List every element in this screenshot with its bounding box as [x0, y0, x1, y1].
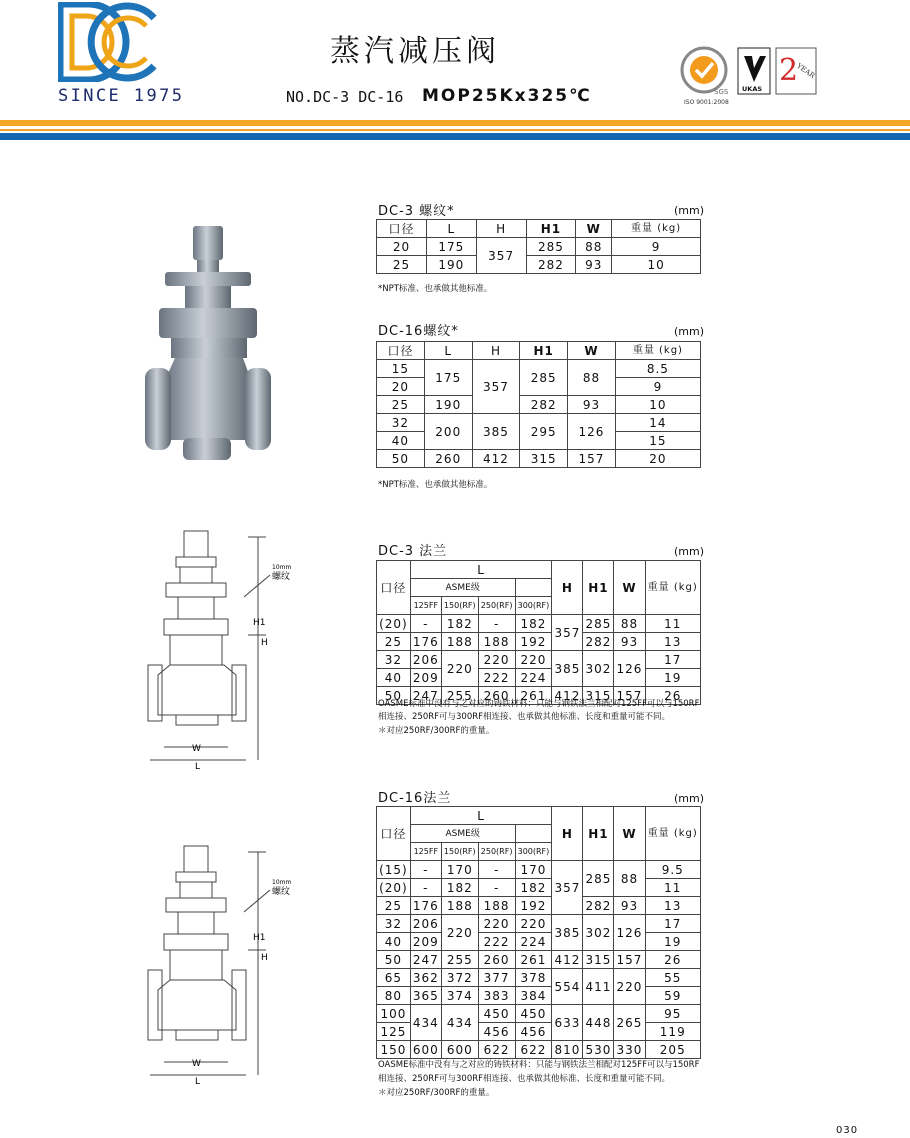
cell: 93 [568, 396, 616, 414]
drawing-l-label: L [195, 762, 201, 770]
cell: 50 [377, 687, 411, 705]
table-note: *NPT标准、也承做其他标准。 [378, 480, 493, 490]
cell: 384 [515, 987, 552, 1005]
cell: 374 [441, 987, 478, 1005]
cell: 315 [520, 450, 568, 468]
cell: 456 [515, 1023, 552, 1041]
col-header: 重量 (kg) [615, 342, 700, 360]
spec-table-dc3-thread [376, 219, 701, 274]
col-header: W [576, 220, 612, 238]
cell: 10 [612, 256, 701, 274]
cell: 260 [478, 951, 515, 969]
cell: 17 [645, 651, 700, 669]
cell: 261 [515, 951, 552, 969]
drawing-thread-label: 螺纹 [272, 887, 291, 897]
cell: 17 [645, 915, 700, 933]
cell: 302 [583, 915, 614, 951]
model-number: NO.DC-3 DC-16 [286, 88, 404, 106]
cell: 450 [478, 1005, 515, 1023]
cell: 25 [377, 897, 411, 915]
cell: 11 [645, 615, 700, 633]
cell: 260 [424, 450, 472, 468]
col-header: 重量 (kg) [612, 220, 701, 238]
cell: 255 [441, 951, 478, 969]
cell: 357 [472, 360, 520, 414]
col-header: H [552, 561, 583, 615]
cell: 190 [424, 396, 472, 414]
table-note: OASME标准中没有与之对应的铸铁材料：只能与钢铁法兰相配对125FF可以与150RF [378, 1060, 700, 1070]
cell: 170 [441, 861, 478, 879]
cell: - [410, 879, 441, 897]
col-header: 250(RF) [478, 597, 515, 615]
cell: 315 [583, 687, 614, 705]
cell: 125 [377, 1023, 411, 1041]
dc16-flange-drawing [140, 840, 320, 1085]
cell: 282 [583, 633, 614, 651]
drawing-10mm: 10mm [272, 879, 292, 886]
cell: 554 [552, 969, 583, 1005]
cell: 80 [377, 987, 411, 1005]
cell: 247 [410, 687, 441, 705]
cell: 220 [614, 969, 645, 1005]
cell: 265 [614, 1005, 645, 1041]
cell: 182 [515, 615, 552, 633]
cell: 412 [552, 951, 583, 969]
cell: 330 [614, 1041, 645, 1059]
cell: 357 [552, 615, 583, 651]
cell: 188 [478, 897, 515, 915]
cell: 282 [583, 897, 614, 915]
cell: 220 [441, 651, 478, 687]
col-header: H1 [583, 807, 614, 861]
col-header: 重量 (kg) [645, 561, 700, 615]
drawing-h1-label: H1 [253, 618, 266, 628]
cell: 282 [526, 256, 576, 274]
mop-rating: MOP25Kx325℃ [422, 86, 592, 106]
certification-logos [680, 44, 830, 106]
cell: 15 [377, 360, 425, 378]
cell: 10 [615, 396, 700, 414]
cell: 9 [615, 378, 700, 396]
cell: 9 [612, 238, 701, 256]
since-label: SINCE 1975 [58, 86, 185, 106]
cell: 285 [583, 615, 614, 633]
cell: 383 [478, 987, 515, 1005]
cell: 32 [377, 651, 411, 669]
table-note: 相连接、250RF可与300RF相连接、也承做其他标准、长度和重量可能不同。 [378, 712, 671, 722]
cell: 224 [515, 933, 552, 951]
warranty-number: 2 [779, 53, 799, 88]
cell: 385 [472, 414, 520, 450]
cell: 119 [645, 1023, 700, 1041]
cell: 157 [568, 450, 616, 468]
cell: 285 [526, 238, 576, 256]
drawing-h-label: H [261, 953, 268, 963]
cell: 176 [410, 897, 441, 915]
cell: 220 [515, 915, 552, 933]
cell: 192 [515, 897, 552, 915]
cell: 175 [424, 360, 472, 396]
cell: 50 [377, 450, 425, 468]
cell: - [478, 879, 515, 897]
cell: 11 [645, 879, 700, 897]
cell: 40 [377, 669, 411, 687]
cell: 157 [614, 951, 645, 969]
cell: 285 [520, 360, 568, 396]
cell: 32 [377, 915, 411, 933]
cell: (15) [377, 861, 411, 879]
col-header: H [552, 807, 583, 861]
cell: 26 [645, 687, 700, 705]
cell: 385 [552, 651, 583, 687]
unit-label: (mm) [674, 325, 705, 338]
drawing-w-label: W [192, 1059, 201, 1069]
col-header: 口径 [377, 807, 411, 861]
cell: 209 [410, 669, 441, 687]
cell: 170 [515, 861, 552, 879]
cell: 188 [441, 897, 478, 915]
cell: 126 [568, 414, 616, 450]
cell: - [410, 861, 441, 879]
drawing-h1-label: H1 [253, 933, 266, 943]
cell: 150 [377, 1041, 411, 1059]
col-header: 150(RF) [441, 843, 478, 861]
cell: 255 [441, 687, 478, 705]
col-header: 口径 [377, 342, 425, 360]
cell: 13 [645, 633, 700, 651]
col-header: L [410, 561, 552, 579]
drawing-10mm: 10mm [272, 564, 292, 571]
cell: 25 [377, 396, 425, 414]
cell: 200 [424, 414, 472, 450]
section-title: DC-3 法兰 [378, 544, 448, 559]
cell: 209 [410, 933, 441, 951]
warranty-word: YEAR [795, 61, 817, 80]
drawing-thread-label: 螺纹 [272, 572, 291, 582]
col-header: L [426, 220, 476, 238]
cell: 55 [645, 969, 700, 987]
header-divider-stripes [0, 120, 910, 142]
spec-table-dc3-flange [376, 560, 701, 705]
cell: 25 [377, 256, 427, 274]
cell: 20 [615, 450, 700, 468]
cell: 14 [615, 414, 700, 432]
cell: 176 [410, 633, 441, 651]
col-header: 125FF [410, 843, 441, 861]
cell: 205 [645, 1041, 700, 1059]
cell: 182 [515, 879, 552, 897]
drawing-l-label: L [195, 1077, 201, 1085]
cell: 315 [583, 951, 614, 969]
cell: 357 [476, 238, 526, 274]
valve-photo [135, 220, 280, 470]
ukas-text: UKAS [742, 85, 763, 93]
cell: 100 [377, 1005, 411, 1023]
col-header: W [614, 807, 645, 861]
cell: 450 [515, 1005, 552, 1023]
cell: 282 [520, 396, 568, 414]
page-title: 蒸汽减压阀 [330, 34, 500, 69]
cell: 95 [645, 1005, 700, 1023]
col-header: 300(RF) [515, 597, 552, 615]
cell: 220 [478, 915, 515, 933]
cell: 93 [614, 897, 645, 915]
section-title: DC-16法兰 [378, 791, 452, 806]
table-note: ＊对应250RF/300RF的重量。 [378, 726, 495, 736]
cell: 633 [552, 1005, 583, 1041]
col-header: 125FF [410, 597, 441, 615]
cell: 157 [614, 687, 645, 705]
col-header: H1 [520, 342, 568, 360]
cell: 190 [426, 256, 476, 274]
cell: 260 [478, 687, 515, 705]
unit-label: (mm) [674, 545, 705, 558]
table-note: ＊对应250RF/300RF的重量。 [378, 1088, 495, 1098]
col-header: W [614, 561, 645, 615]
cell: 88 [568, 360, 616, 396]
col-header: H1 [583, 561, 614, 615]
cell: 261 [515, 687, 552, 705]
col-header: 250(RF) [478, 843, 515, 861]
cell: 206 [410, 651, 441, 669]
cell: 622 [515, 1041, 552, 1059]
col-header: 150(RF) [441, 597, 478, 615]
cell: 19 [645, 669, 700, 687]
cell: 224 [515, 669, 552, 687]
cell: 88 [614, 615, 645, 633]
cell: 192 [515, 633, 552, 651]
cell: 357 [552, 861, 583, 915]
cell: 206 [410, 915, 441, 933]
dc3-flange-drawing [140, 525, 320, 770]
cell: 412 [472, 450, 520, 468]
col-header: H [476, 220, 526, 238]
cell: 32 [377, 414, 425, 432]
col-header: 口径 [377, 561, 411, 615]
unit-label: (mm) [674, 204, 705, 217]
section-title: DC-16螺纹* [378, 324, 459, 339]
cell: 372 [441, 969, 478, 987]
section-title: DC-3 螺纹* [378, 204, 455, 219]
cell: 88 [614, 861, 645, 897]
cell: - [410, 615, 441, 633]
table-note: 相连接、250RF可与300RF相连接、也承做其他标准、长度和重量可能不同。 [378, 1074, 671, 1084]
col-header: 重量 (kg) [645, 807, 700, 861]
cell: 126 [614, 651, 645, 687]
cell: 411 [583, 969, 614, 1005]
cell: 385 [552, 915, 583, 951]
cell: 412 [552, 687, 583, 705]
cell: (20) [377, 879, 411, 897]
cell: 456 [478, 1023, 515, 1041]
cell: 530 [583, 1041, 614, 1059]
spec-table-dc16-thread [376, 341, 701, 468]
cell: 15 [615, 432, 700, 450]
unit-label: (mm) [674, 792, 705, 805]
spec-table-dc16-flange [376, 806, 701, 1059]
cell: 220 [515, 651, 552, 669]
cell: 434 [441, 1005, 478, 1041]
cell: 362 [410, 969, 441, 987]
cell: 810 [552, 1041, 583, 1059]
cell: 65 [377, 969, 411, 987]
cell: 365 [410, 987, 441, 1005]
cell: - [478, 615, 515, 633]
cell: 13 [645, 897, 700, 915]
cell: 8.5 [615, 360, 700, 378]
cell: 188 [441, 633, 478, 651]
col-header: ASME级 [410, 825, 515, 843]
page-number: 030 [836, 1125, 859, 1136]
cell: 247 [410, 951, 441, 969]
cell: 295 [520, 414, 568, 450]
cell: 600 [410, 1041, 441, 1059]
cell: 448 [583, 1005, 614, 1041]
cell: 26 [645, 951, 700, 969]
cell: 600 [441, 1041, 478, 1059]
cell: 622 [478, 1041, 515, 1059]
cell: 302 [583, 651, 614, 687]
drawing-h-label: H [261, 638, 268, 648]
cell: 378 [515, 969, 552, 987]
cell: - [478, 861, 515, 879]
dc-logo [58, 2, 158, 82]
cell: 59 [645, 987, 700, 1005]
cell: (20) [377, 615, 411, 633]
cell: 182 [441, 615, 478, 633]
cell: 175 [426, 238, 476, 256]
col-header: H1 [526, 220, 576, 238]
cell: 19 [645, 933, 700, 951]
iso-text: ISO 9001:2008 [684, 99, 729, 106]
cell: 93 [576, 256, 612, 274]
table-note: *NPT标准、也承做其他标准。 [378, 284, 493, 294]
cell: 20 [377, 238, 427, 256]
cell: 285 [583, 861, 614, 897]
cell: 220 [478, 651, 515, 669]
sgs-text: SGS [714, 88, 729, 96]
cell: 220 [441, 915, 478, 951]
cell: 93 [614, 633, 645, 651]
cell: 434 [410, 1005, 441, 1041]
cell: 126 [614, 915, 645, 951]
cell: 222 [478, 669, 515, 687]
col-header: 300(RF) [515, 843, 552, 861]
col-header: L [410, 807, 552, 825]
col-header: H [472, 342, 520, 360]
table-note: OASME标准中没有与之对应的铸铁材料：只能与钢铁法兰相配对125FF可以与150RF [378, 699, 700, 709]
col-header: ASME级 [410, 579, 515, 597]
cell: 20 [377, 378, 425, 396]
col-header: W [568, 342, 616, 360]
cell: 40 [377, 933, 411, 951]
col-header: 口径 [377, 220, 427, 238]
cell: 88 [576, 238, 612, 256]
cell: 50 [377, 951, 411, 969]
cell: 222 [478, 933, 515, 951]
cell: 25 [377, 633, 411, 651]
cell: 377 [478, 969, 515, 987]
cell: 9.5 [645, 861, 700, 879]
cell: 40 [377, 432, 425, 450]
col-header: L [424, 342, 472, 360]
cell: 182 [441, 879, 478, 897]
drawing-w-label: W [192, 744, 201, 754]
cell: 188 [478, 633, 515, 651]
